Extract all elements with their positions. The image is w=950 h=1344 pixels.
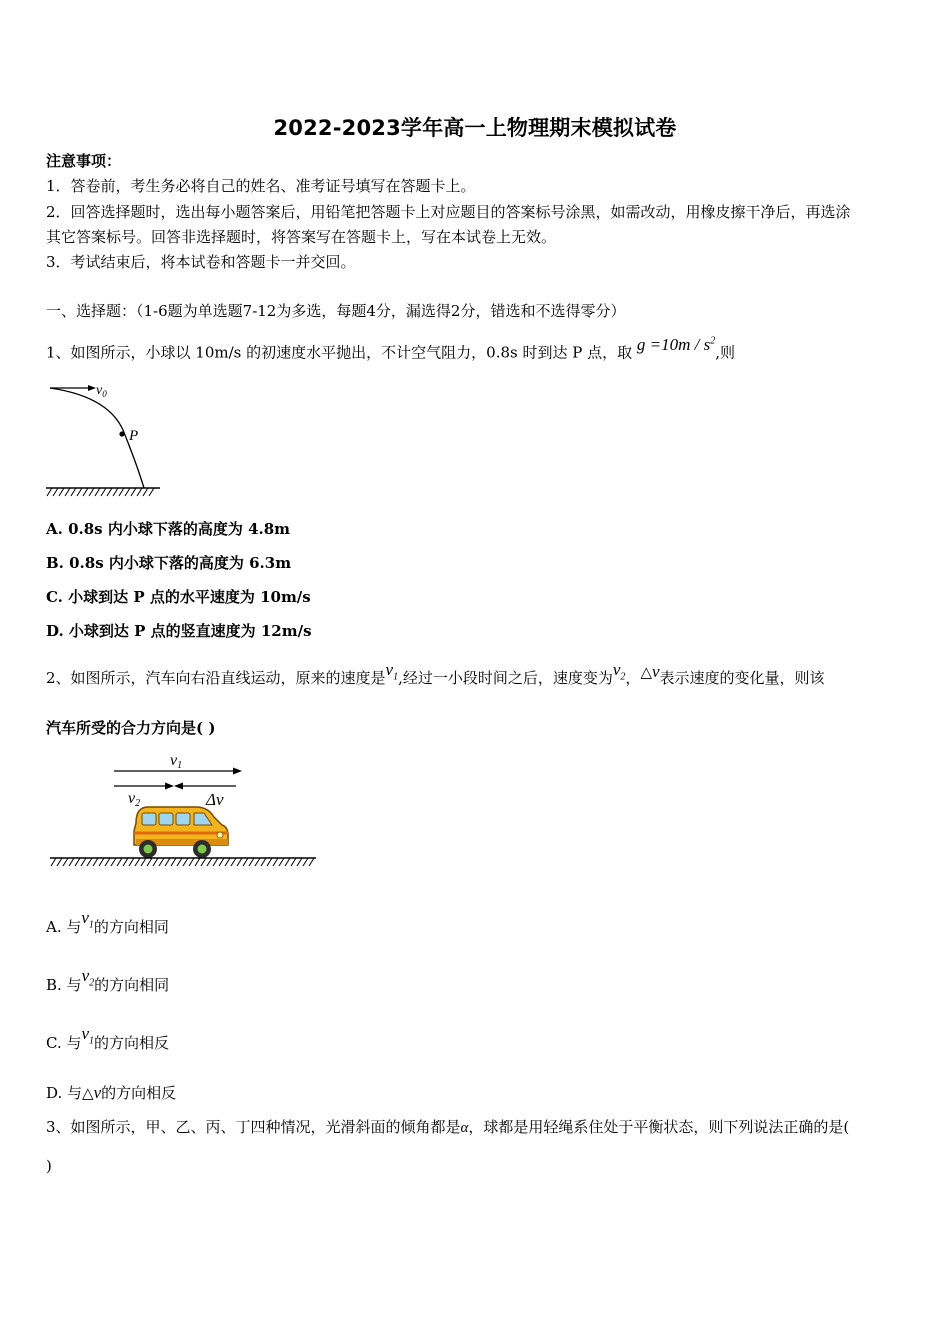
hatch-mark <box>81 858 86 866</box>
notice-heading: 注意事项： <box>46 152 122 170</box>
question-2-stem <box>46 660 825 696</box>
q1-option-d: D. 小球到达 P 点的竖直速度为 12m/s <box>46 622 312 640</box>
hatch-mark <box>165 858 170 866</box>
hatch-mark <box>249 858 254 866</box>
notice-item-1: 1．答卷前，考生务必将自己的姓名、准考证号填写在答题卡上。 <box>46 177 476 195</box>
q2-v2-arrowhead <box>165 783 174 790</box>
q2-ground-hatch <box>51 858 314 866</box>
hatch-mark <box>147 858 152 866</box>
q1-option-c: C. 小球到达 P 点的水平速度为 10m/s <box>46 588 311 606</box>
hatch-mark <box>273 858 278 866</box>
hatch-mark <box>125 488 130 496</box>
q1-option-a: A. 0.8s 内小球下落的高度为 4.8m <box>46 520 291 538</box>
hatch-mark <box>93 858 98 866</box>
notice-item-2b: 其它答案标号。回答非选择题时，将答案写在答题卡上，写在本试卷上无效。 <box>46 228 557 246</box>
hatch-mark <box>59 488 64 496</box>
hatch-mark <box>83 488 88 496</box>
q2-fig-dv-label: Δv <box>206 790 224 809</box>
q2-stem-b: ,经过一小段时间之后，速度变为 <box>398 669 613 687</box>
hatch-mark <box>279 858 284 866</box>
q2-stem-c: ， <box>625 669 641 687</box>
hatch-mark <box>149 488 154 496</box>
q2-option-c: C. 与$v_1$的方向相反 <box>46 1024 170 1052</box>
q1-stem-end: ,则 <box>715 343 736 362</box>
hatch-mark <box>117 858 122 866</box>
hatch-mark <box>231 858 236 866</box>
notice-item-2a: 2．回答选择题时，选出每小题答案后，用铅笔把答题卡上对应题目的答案标号涂黑，如需改动，用橡皮擦干净后，再选涂 <box>46 203 851 221</box>
hatch-mark <box>95 488 100 496</box>
q2-v2-symbol: $v_2$ <box>612 660 626 683</box>
q1-option-b: B. 0.8s 内小球下落的高度为 6.3m <box>46 554 292 572</box>
hatch-mark <box>195 858 200 866</box>
hatch-mark <box>171 858 176 866</box>
hatch-mark <box>207 858 212 866</box>
hatch-mark <box>141 858 146 866</box>
hatch-mark <box>219 858 224 866</box>
hatch-mark <box>243 858 248 866</box>
hatch-mark <box>213 858 218 866</box>
hatch-mark <box>87 858 92 866</box>
hatch-mark <box>53 488 58 496</box>
q2-opt-c-symbol: $v_1$ <box>81 1024 95 1047</box>
hatch-mark <box>137 488 142 496</box>
hatch-mark <box>77 488 82 496</box>
hatch-mark <box>57 858 62 866</box>
hatch-mark <box>255 858 260 866</box>
q1-point-p <box>119 431 124 436</box>
q2-v1-arrowhead <box>233 768 242 775</box>
q2-delta-v-symbol: △v <box>640 662 660 681</box>
q2-option-b: B. 与$v_2$的方向相同 <box>46 966 170 994</box>
hatch-mark <box>237 858 242 866</box>
q1-formula <box>637 335 715 354</box>
q1-v0-label: $v_0$ <box>96 383 107 399</box>
q1-formula-exp: 2 <box>710 335 716 346</box>
q1-formula-g: g <box>636 334 646 354</box>
question-2-stem-line2: 汽车所受的合力方向是( ) <box>46 719 216 737</box>
hatch-mark <box>135 858 140 866</box>
hatch-mark <box>89 488 94 496</box>
q2-fig-v2-label: v2 <box>128 790 141 809</box>
hatch-mark <box>131 488 136 496</box>
q1-projectile-figure <box>40 375 170 500</box>
hatch-mark <box>111 858 116 866</box>
q1-ground-hatch <box>47 488 154 496</box>
q1-v0-arrowhead <box>88 385 96 391</box>
question-1-stem <box>46 334 736 364</box>
hatch-mark <box>101 488 106 496</box>
hatch-mark <box>303 858 308 866</box>
q2-opt-a-symbol: $v_1$ <box>81 908 94 931</box>
page-title: 2022-2023学年高一上物理期末模拟试卷 <box>273 116 677 140</box>
hatch-mark <box>123 858 128 866</box>
hatch-mark <box>201 858 206 866</box>
hatch-mark <box>153 858 158 866</box>
hatch-mark <box>113 488 118 496</box>
hatch-mark <box>267 858 272 866</box>
hatch-mark <box>107 488 112 496</box>
q2-opt-b-symbol: $v_2$ <box>81 966 95 989</box>
hatch-mark <box>99 858 104 866</box>
hatch-mark <box>69 858 74 866</box>
q3-alpha: α <box>460 1120 469 1136</box>
q2-stem-a: 2、如图所示，汽车向右沿直线运动，原来的速度是 <box>46 669 386 687</box>
hatch-mark <box>75 858 80 866</box>
hatch-mark <box>177 858 182 866</box>
hatch-mark <box>297 858 302 866</box>
q2-fig-v1-label: v1 <box>170 752 183 771</box>
question-3-stem-line2: ) <box>46 1157 52 1175</box>
q2-stem-d: 表示速度的变化量，则该 <box>659 669 825 687</box>
hatch-mark <box>261 858 266 866</box>
hatch-mark <box>105 858 110 866</box>
q2-opt-d-symbol: △v <box>82 1083 102 1102</box>
hatch-mark <box>51 858 56 866</box>
hatch-mark <box>285 858 290 866</box>
hatch-mark <box>189 858 194 866</box>
hatch-mark <box>129 858 134 866</box>
hatch-mark <box>159 858 164 866</box>
q2-v1-symbol: $v_1$ <box>385 660 399 683</box>
hatch-mark <box>63 858 68 866</box>
section-heading: 一、选择题：（1-6题为单选题7-12为多选，每题4分，漏选得2分，错选和不选得零分） <box>46 302 626 320</box>
q2-car-figure <box>44 745 324 870</box>
q2-dv-arrowhead <box>174 783 183 790</box>
hatch-mark <box>47 488 52 496</box>
q1-p-label: P <box>129 428 139 444</box>
hatch-mark <box>309 858 314 866</box>
q1-stem-text: 1、如图所示，小球以 10m/s 的初速度水平抛出，不计空气阻力，0.8s 时到达 P 点，取 <box>46 343 633 362</box>
notice-item-3: 3．考试结束后，将本试卷和答题卡一并交回。 <box>46 253 356 271</box>
q2-option-a: A. 与$v_1$的方向相同 <box>46 908 169 936</box>
hatch-mark <box>119 488 124 496</box>
hatch-mark <box>291 858 296 866</box>
q2-option-d: D. 与△v的方向相反 <box>46 1083 177 1102</box>
car-illustration <box>134 807 228 858</box>
hatch-mark <box>183 858 188 866</box>
hatch-mark <box>65 488 70 496</box>
hatch-mark <box>143 488 148 496</box>
q1-formula-eq: =10m / s <box>649 334 711 354</box>
question-3-stem: 3、如图所示，甲、乙、丙、丁四种情况，光滑斜面的倾角都是α，球都是用轻绳系住处于平衡状态，则下列说法正确的是( <box>46 1118 850 1136</box>
hatch-mark <box>225 858 230 866</box>
hatch-mark <box>71 488 76 496</box>
